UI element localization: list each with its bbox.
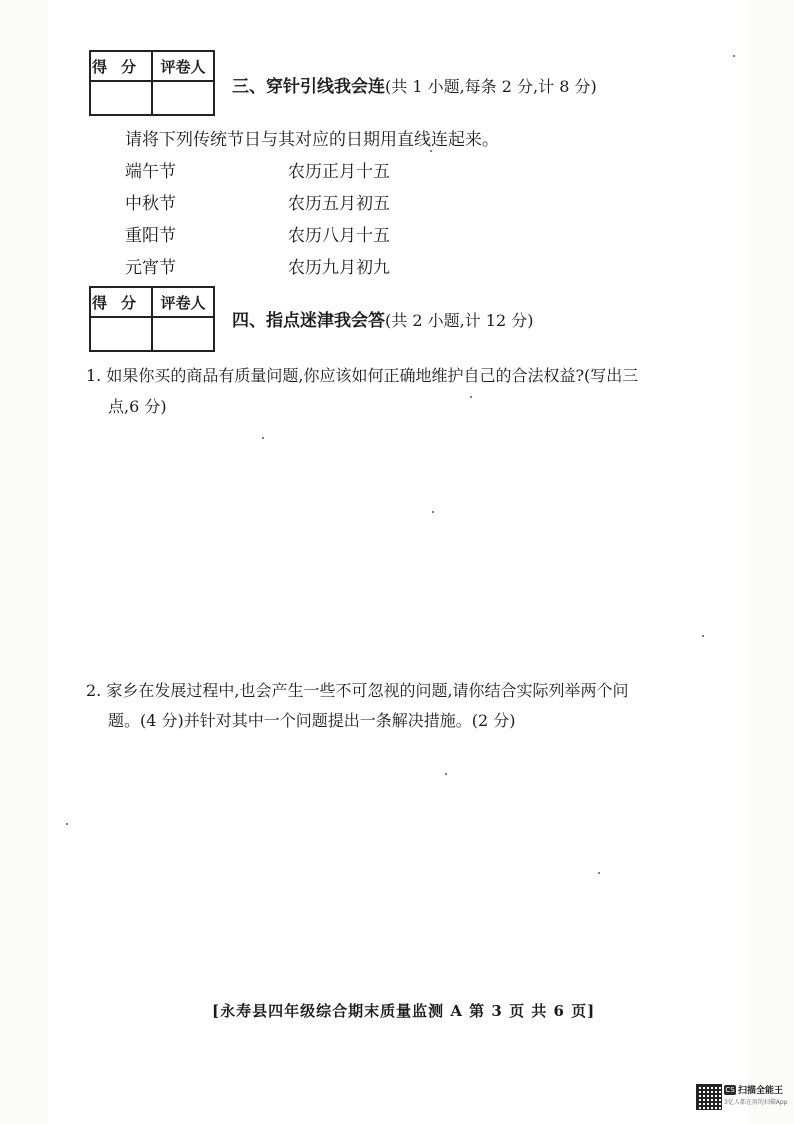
watermark-name: 扫描全能王 (738, 1086, 784, 1096)
section4-heading (232, 306, 533, 331)
scan-speck (262, 437, 264, 439)
section3-heading (232, 72, 597, 97)
score-label: 得分 (90, 51, 152, 81)
score-cell[interactable] (90, 81, 152, 115)
grader-label: 评卷人 (152, 287, 214, 317)
scan-speck (66, 823, 68, 825)
scan-speck (430, 150, 432, 152)
answer-area-2[interactable] (60, 740, 720, 990)
camscanner-logo-icon: CS (725, 1086, 735, 1094)
grader-label: 评卷人 (152, 51, 214, 81)
grader-cell[interactable] (152, 81, 214, 115)
page-footer: [永寿县四年级综合期末质量监测 A 第 3 页 共 6 页] (212, 1002, 596, 1020)
watermark-sub: 3亿人都在用的扫描App (724, 1099, 788, 1106)
section4-note: (共 2 小题,计 12 分) (385, 311, 534, 330)
date-item[interactable]: 农历九月初九 (288, 258, 390, 278)
scan-speck (445, 773, 447, 775)
scan-speck (702, 635, 704, 637)
question-1-line-1: 1. 如果你买的商品有质量问题,你应该如何正确地维护自己的合法权益?(写出三 (86, 366, 639, 385)
grader-cell[interactable] (152, 317, 214, 351)
score-table-section3 (89, 50, 215, 116)
date-item[interactable]: 农历五月初五 (288, 194, 390, 214)
date-item[interactable]: 农历八月十五 (288, 226, 390, 246)
answer-area-1[interactable] (60, 425, 720, 665)
score-cell[interactable] (90, 317, 152, 351)
score-label: 得分 (90, 287, 152, 317)
question-2-line-2: 题。(4 分)并针对其中一个问题提出一条解决措施。(2 分) (108, 711, 516, 730)
festival-item[interactable]: 重阳节 (125, 226, 176, 246)
score-table-section4 (89, 286, 215, 352)
section4-title: 四、指点迷津我会答 (232, 311, 385, 331)
festival-item[interactable]: 中秋节 (125, 194, 176, 214)
scan-speck (733, 55, 735, 57)
section3-note: (共 1 小题,每条 2 分,计 8 分) (385, 77, 597, 96)
qr-code-icon (696, 1084, 722, 1110)
scan-speck (598, 872, 600, 874)
scan-speck (470, 396, 472, 398)
date-item[interactable]: 农历正月十五 (288, 162, 390, 182)
section3-instruction: 请将下列传统节日与其对应的日期用直线连起来。 (125, 130, 499, 150)
question-2-line-1: 2. 家乡在发展过程中,也会产生一些不可忽视的问题,请你结合实际列举两个问 (86, 681, 629, 700)
scan-speck (432, 511, 434, 513)
festival-item[interactable]: 元宵节 (125, 258, 176, 278)
festival-item[interactable]: 端午节 (125, 162, 176, 182)
question-1-line-2: 点,6 分) (108, 397, 167, 416)
section3-title: 三、穿针引线我会连 (232, 77, 385, 97)
